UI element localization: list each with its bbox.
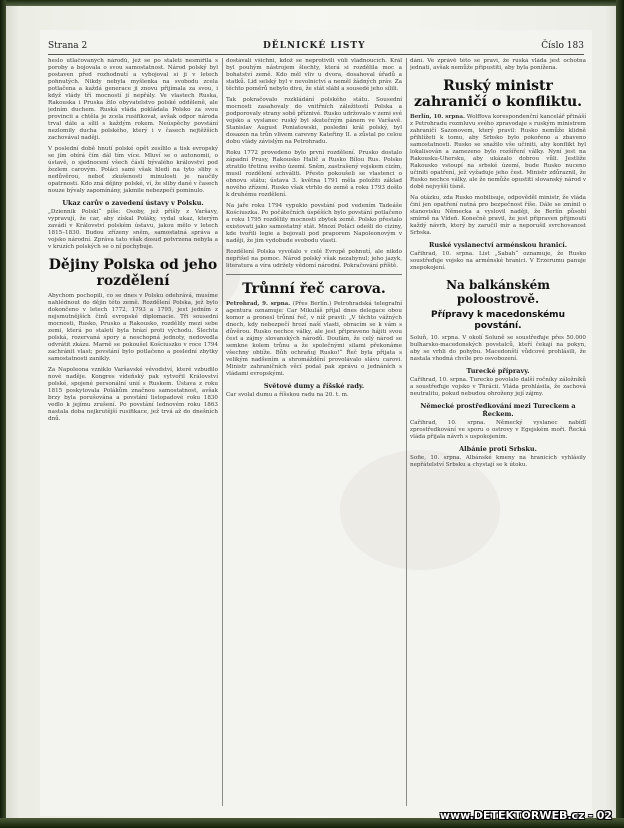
article-text: Abychom pochopili, co se dnes v Polsku odehrává, musíme nahlédnout do dějin této země. Rozdělení Polska, jež bylo dokončeno v letech 1772, 1793 a 1795, jest jedním z nejsmutnějších činů evropské diplomacie. Tři sousední mocnosti, Rusko, Prusko a Rakousko, rozdělily mezi sebe zemi, která po staletí byla hrází proti východu. Šlechta polská, rozervaná spory a neschopná jednoty, nedovedla odvrátit zkázu. Marně se pokoušel Kościuszko v roce 1794 zachránit vlast; povstání bylo potlačeno a poslední zbytky samostatnosti zanikly. <box>48 293 218 362</box>
paper-title: DĚLNICKÉ LISTY <box>262 41 366 51</box>
article-headline: Trůnní řeč carova. <box>242 281 386 297</box>
column-divider <box>406 58 407 806</box>
column-divider <box>222 58 223 806</box>
article-headline: Na balkánském poloostrově. <box>446 278 550 306</box>
site-watermark: www.DETEKTORWEB.cz - 02 <box>439 809 612 822</box>
page-number: Strana 2 <box>48 41 88 51</box>
article-text: Car svolal dumu a říšskou radu na 20. t. m. <box>226 392 349 398</box>
article-dateline: Petrohrad, 9. srpna. <box>226 301 291 307</box>
article-text: heslo utlačovaných národů, jež se po staletí nesmířila s poroby a bojovala o svou samostatnost. Národ polský byl postaven před rozhodnutí a vybojoval si ji v letech pohnutých. Nikdy nebyla myšlenka na svobodu zcela potlačena a každá generace ji znovu přijímala za svou, i když vlády tří mocností jí nepřály. Ve vlastech Ruska, Rakouska i Pruska žilo obyvatelstvo polské odděleně, ale jedním duchem. Ruská vláda pokládala Polsko za svou provincii a chtěla je zcela rusifikovat, avšak odpor národa trval dále a sílil s každým rokem. Neúspěchy povstání nezlomily ducha polského, který i v časech nejtěžších zachovával naději. <box>48 58 218 141</box>
article-text: Petrohrad, 9. srpna. (Přes Berlín.) Petrohradská telegrafní agentura oznamuje: Car Mikuláš přijal dnes delegace obou komor a pronesl trůnní řeč, v níž pravil: „V těchto vážných dnech, kdy nebezpečí hrozí naší vlasti, obracím se k vám s důvěrou. Rusko nechce války, ale jest připraveno hájiti svou čest a zájmy slovanských národů. Doufám, že celý národ se semkne kolem trůnu a že společnými silami překonáme všechny obtíže. Bůh ochraňuj Rusko!“ Řeč byla přijata s velikým nadšením a shromáždění provolávalo slávu carovi. Ministr zahraničních věcí podal pak zprávu o jednáních s vládami evropskými. <box>226 301 402 377</box>
article-text: dání. Ve zprávě této se praví, že ruská vláda jest ochotna jednati, avšak nemůže připustiti, aby byla ponížena. <box>410 58 586 71</box>
article-headline: Ruský ministr zahraničí o konfliktu. <box>413 78 582 110</box>
article-text: V poslední době hnutí polské opět zesílilo a tisk evropský se jím obírá čím dál tím více. Mluví se o autonomii, o ústavě, o sjednocení všech částí bývalého království pod žezlem carovým. Poláci sami však hledí na tyto sliby s nedůvěrou, neboť zkušenosti minulosti je naučily opatrnosti. Kdo zná dějiny polské, ví, že sliby dané v časech nouze bývaly zapomínány, jakmile nebezpečí pominulo. <box>48 146 218 194</box>
article-text: Na otázku, zda Rusko mobilisuje, odpověděl ministr, že vláda činí jen opatření nutná pro bezpečnost říše. Dále se zmínil o stanovisku Německa a vyslovil naději, že Berlín působí smírně na Vídeň. Konečně pravil, že jest připraven přijmouti každý návrh, který by zaručil mír a neporušil svrchovanost Srbska. <box>410 195 586 236</box>
column-middle <box>226 58 402 806</box>
page-header <box>48 38 584 55</box>
scan-border-top <box>0 0 624 6</box>
article-heading: Turecké přípravy. <box>466 367 530 375</box>
column-right <box>410 58 586 806</box>
article-text: Sofie, 10. srpna. Albánské kmeny na hranicích vyhlásily nepřátelství Srbsku a chystají se k útoku. <box>410 455 586 468</box>
article-text: Cařihrad, 10. srpna. List „Sabah“ oznamuje, že Rusko soustřeďuje vojsko na arménské hranici. V Erzerumu panuje znepokojení. <box>410 251 586 271</box>
scan-border-right <box>616 0 624 828</box>
article-heading: Německé prostředkování mezi Tureckem a Řeckem. <box>420 402 576 418</box>
article-text: Tak pokračovalo rozkládání polského státu. Sousední mocnosti zasahovaly do vnitřních záležitostí Polska a podporovaly strany sobě příznivé. Rusko udržovalo v zemi své vojsko a vyslanec ruský byl skutečným pánem ve Varšavě. Stanislav August Poniatowski, poslední král polský, byl dosazen na trůn vlivem carevny Kateřiny II. a zůstal po celou dobu vlády závislým na Petrohradu. <box>226 97 402 145</box>
article-heading: Albánie proti Srbsku. <box>459 445 537 453</box>
article-text: Na jaře roku 1794 vypuklo povstání pod vedením Tadeáše Kościuszka. Po počátečních úspěších bylo povstání potlačeno a roku 1795 rozdělily mocnosti zbytek země. Polsko přestalo existovati jako samostatný stát. Mnozí Poláci odešli do ciziny, kde tvořili legie a bojovali pod praporem Napoleonovým v naději, že jim vydobude svobodu vlasti. <box>226 203 402 244</box>
article-text: Rozdělení Polska vyvolalo v celé Evropě pohnutí, ale nikdo nepřišel na pomoc. Národ polský však nezahynul; jeho jazyk, literatura a víra udržely vědomí národní. Pokračování příště. <box>226 249 402 269</box>
article-text: Za Napoleona vzniklo Varšavské vévodství, které vzbudilo nové naděje. Kongres vídeňský pak vytvořil Království polské, spojené personální unií s Ruskem. Ústava z roku 1815 poskytovala Polákům značnou samostatnost, avšak brzy byla porušována a povstání listopadové roku 1830 vedlo k jejímu zrušení. Po povstání lednovém roku 1863 nastala doba nejkrutější rusifikace, jež trvá až do dnešních dnů. <box>48 367 218 422</box>
article-text: „Dziennik Polski“ píše: Osoby, jež přišly z Varšavy, vypravují, že car, aby získal Poláky, vydal ukaz, kterým zavádí v Království polském ústavu, jakou mělo v letech 1815–1830. Budou zřízeny sněm, samostatná správa a vojsko národní. Zpráva tato však dosud potvrzena nebyla a v kruzích polských se o ní pochybuje. <box>48 209 218 250</box>
article-dateline: Berlín, 10. srpna. <box>410 114 465 120</box>
column-left <box>48 58 218 806</box>
article-text: Cařihrad, 10. srpna. Turecko povolalo další ročníky záložníků a soustřeďuje vojsko v Thrácii. Vláda prohlásila, že zachová neutralitu, pokud nebudou ohroženy její zájmy. <box>410 377 586 397</box>
issue-number: Číslo 183 <box>541 41 584 51</box>
article-heading: Světové dumy a říšské rady. <box>263 382 365 390</box>
scan-border-left <box>0 0 6 828</box>
article-text: Berlín, 10. srpna. Wolffova korespondenční kancelář přináší z Petrohradu rozmluvu svého zpravodaje s ruským ministrem zahraničí Sazonovem, který pravil: Rusko nemůže klidně přihlížeti k tomu, aby Srbsko bylo pokořeno a zbaveno samostatnosti. Rusko se snažilo vše učiniti, aby konflikt byl lokalisován a zamezeno bylo rozšíření války. Nyní jest na Rakousku-Uhersku, aby ukázalo dobrou vůli. Jestliže Rakousko vstoupí na srbské území, bude Rusko nuceno učiniti opatření, jež vyžaduje jeho čest. Ministr zdůraznil, že Rusko nechce války, ale že nemůže opustiti slovanský národ v době nejvyšší tísně. <box>410 114 586 190</box>
article-heading: Ukaz carův o zavedení ústavy v Polsku. <box>62 199 204 207</box>
article-text: Soluň, 10. srpna. V okolí Soluně se soustřeďuje přes 50.000 bulharsko-macedonských povstalců, kteří čekají na pokyn, aby se vrhli do pohybu. Macedonští vůdcové prohlásili, že nastala vhodná chvíle pro osvobození. <box>410 335 586 362</box>
article-heading: Ruské vyslanectví arménskou hranicí. <box>428 241 568 249</box>
article-text: dostávali všichni, kdož se neprotivili vůli vládnoucích. Král byl pouhým nástrojem šlechty, která si rozdělila moc a bohatství země. Kdo měl vliv u dvora, dosahoval úřadů a statků. Lid selský byl v nevolnictví a neměl žádných práv. Za těchto poměrů nebylo divu, že stát slábl a sousedé jeho sílili. <box>226 58 402 92</box>
article-headline: Dějiny Polska od jeho rozdělení <box>48 257 218 289</box>
article-subheadline: Přípravy k macedonskému povstání. <box>431 310 565 331</box>
article-text: Roku 1772 provedeno bylo první rozdělení. Prusko dostalo západní Prusy, Rakousko Halič a Rusko Bílou Rus. Polsko ztratilo třetinu svého území. Sněm, zastrašený vojskem cizím, musil rozdělení schváliti. Přesto pokoušeli se vlastenci o obnovu státu; ústava 3. května 1791 měla položiti základ nového zřízení. Rusko však vtrhlo do země a roku 1793 došlo k druhému rozdělení. <box>226 150 402 198</box>
newspaper-page <box>40 30 592 816</box>
article-text: Cařihrad, 10. srpna. Německý vyslanec nabídl zprostředkování ve sporu o ostrovy v Egejském moři. Řecká vláda přijala návrh s uspokojením. <box>410 420 586 440</box>
